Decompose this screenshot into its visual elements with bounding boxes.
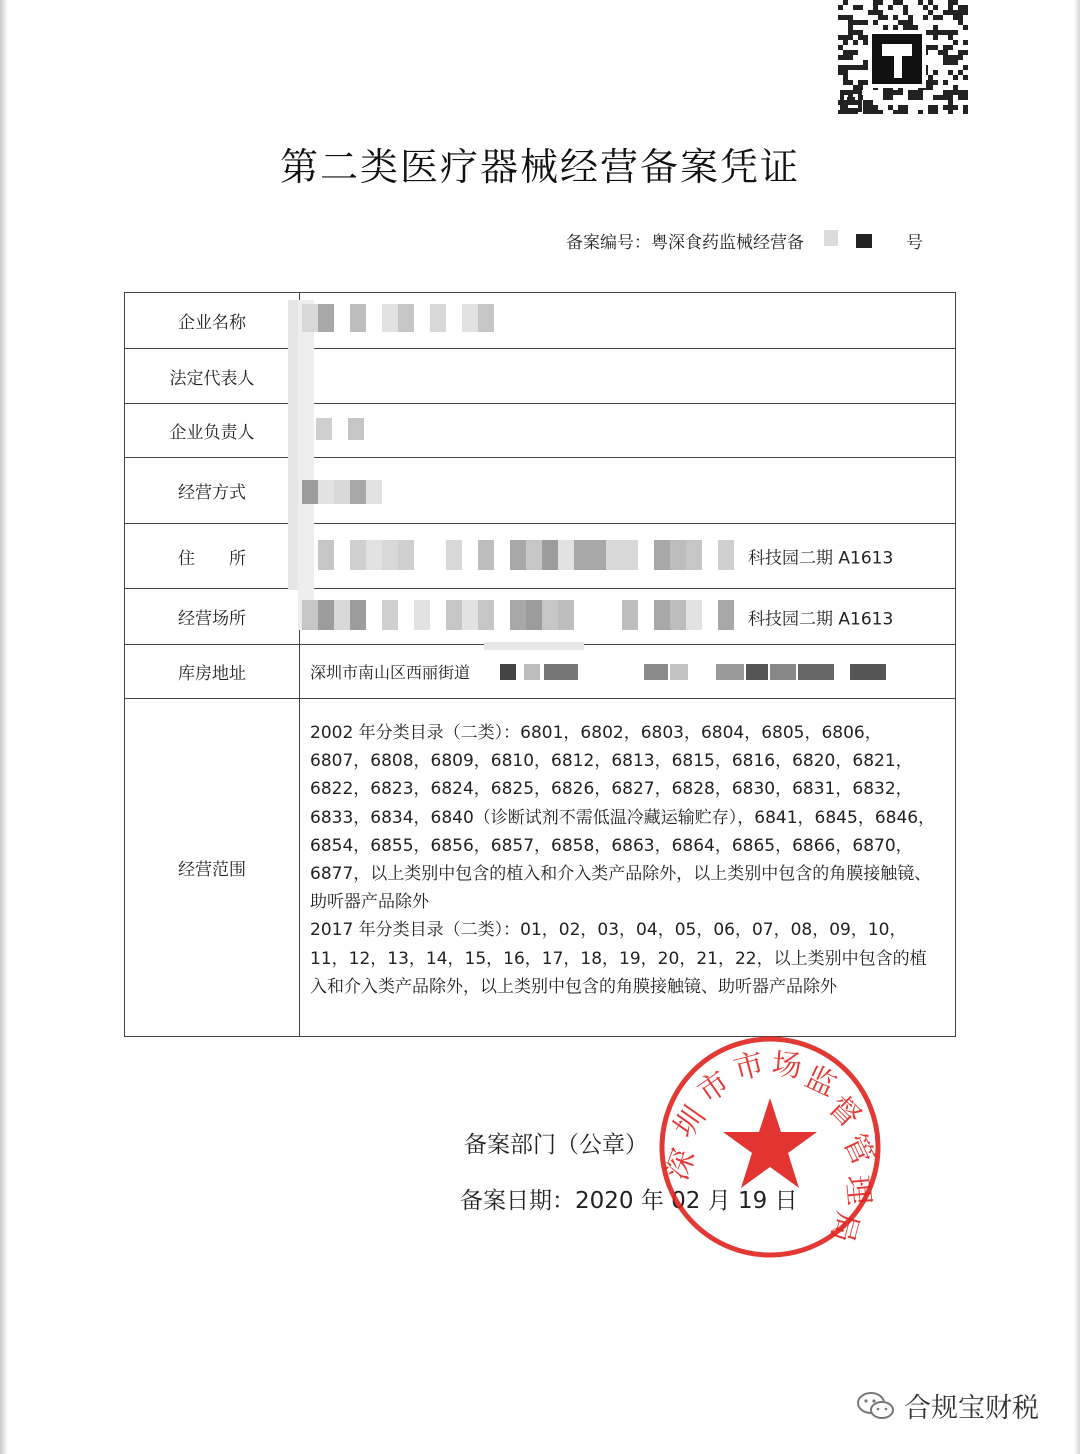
qr-cell: [928, 85, 933, 90]
row-value: [300, 404, 956, 458]
row-value: [300, 589, 956, 645]
row-value: [300, 293, 956, 349]
qr-cell: [848, 25, 853, 30]
qr-cell: [963, 90, 968, 95]
qr-cell: [848, 20, 853, 25]
qr-cell: [928, 75, 933, 80]
qr-cell: [848, 80, 853, 85]
table-row: [125, 349, 956, 404]
qr-cell: [948, 60, 953, 65]
qr-cell: [878, 15, 883, 20]
qr-cell: [903, 25, 908, 30]
qr-cell: [953, 75, 958, 80]
qr-cell: [843, 40, 848, 45]
qr-cell: [843, 65, 848, 70]
watermark-text: 合规宝财税: [904, 1393, 1039, 1424]
qr-cell: [913, 90, 918, 95]
qr-cell: [938, 50, 943, 55]
qr-cell: [873, 20, 878, 25]
qr-cell: [943, 10, 948, 15]
qr-cell: [958, 20, 963, 25]
qr-cell: [933, 15, 938, 20]
qr-cell: [838, 15, 843, 20]
qr-cell: [908, 95, 913, 100]
qr-cell: [838, 35, 843, 40]
qr-cell: [928, 30, 933, 35]
qr-cell: [893, 0, 898, 5]
svg-text:督: 督: [821, 1088, 868, 1135]
qr-cell: [888, 95, 893, 100]
qr-cell: [873, 10, 878, 15]
qr-cell: [908, 25, 913, 30]
qr-cell: [913, 95, 918, 100]
watermark: [856, 1386, 1039, 1425]
qr-cell: [863, 60, 868, 65]
wechat-icon: [856, 1390, 896, 1422]
qr-cell: [873, 105, 878, 110]
filing-date: 备案日期：2020 年 02 月 19 日: [460, 1188, 798, 1214]
qr-cell: [838, 45, 843, 50]
business-scope: [300, 699, 956, 1037]
qr-cell: [843, 0, 848, 5]
qr-cell: [858, 30, 863, 35]
qr-cell: [933, 95, 938, 100]
qr-cell: [883, 95, 888, 100]
qr-cell: [948, 45, 953, 50]
qr-cell: [853, 5, 858, 10]
qr-cell: [938, 30, 943, 35]
qr-cell: [858, 85, 863, 90]
qr-cell: [898, 90, 903, 95]
qr-cell: [848, 55, 853, 60]
svg-text:场: 场: [770, 1047, 804, 1085]
qr-cell: [938, 95, 943, 100]
qr-cell: [948, 105, 953, 110]
qr-cell: [848, 30, 853, 35]
qr-cell: [908, 20, 913, 25]
qr-cell: [953, 10, 958, 15]
qr-cell: [943, 105, 948, 110]
qr-cell: [953, 105, 958, 110]
table-row: [125, 404, 956, 458]
qr-cell: [963, 10, 968, 15]
qr-cell: [953, 15, 958, 20]
qr-cell: [963, 50, 968, 55]
qr-cell: [848, 50, 853, 55]
document-title: 第二类医疗器械经营备案凭证: [279, 145, 800, 189]
qr-cell: [928, 45, 933, 50]
qr-cell: [948, 5, 953, 10]
qr-cell: [898, 105, 903, 110]
qr-cell: [933, 80, 938, 85]
qr-cell: [953, 40, 958, 45]
qr-cell: [963, 110, 968, 114]
qr-cell: [918, 95, 923, 100]
qr-cell: [958, 70, 963, 75]
qr-cell: [903, 10, 908, 15]
svg-text:监: 监: [799, 1059, 842, 1104]
qr-cell: [943, 55, 948, 60]
qr-cell: [863, 65, 868, 70]
qr-cell: [893, 25, 898, 30]
qr-cell: [943, 80, 948, 85]
official-seal-icon: [655, 1032, 885, 1262]
svg-text:深: 深: [659, 1144, 703, 1185]
row-label: 经营范围: [125, 699, 300, 1037]
row-label: 法定代表人: [125, 349, 300, 404]
qr-cell: [943, 30, 948, 35]
table-row: [125, 293, 956, 349]
qr-cell: [958, 95, 963, 100]
qr-code-icon: [838, 0, 968, 114]
qr-cell: [853, 85, 858, 90]
address-tail: 科技园二期 A1613: [748, 548, 894, 569]
qr-cell: [908, 90, 913, 95]
qr-cell: [868, 110, 873, 114]
qr-cell: [963, 65, 968, 70]
svg-text:局: 局: [823, 1207, 866, 1246]
qr-cell: [943, 50, 948, 55]
row-value: [300, 458, 956, 524]
svg-text:市: 市: [691, 1064, 737, 1111]
redaction-block: [824, 230, 838, 246]
qr-cell: [898, 20, 903, 25]
qr-cell: [923, 15, 928, 20]
qr-cell: [908, 15, 913, 20]
qr-cell: [868, 100, 873, 105]
qr-cell: [948, 90, 953, 95]
qr-cell: [913, 25, 918, 30]
qr-cell: [933, 35, 938, 40]
qr-cell: [853, 20, 858, 25]
qr-cell: [953, 90, 958, 95]
qr-cell: [858, 35, 863, 40]
qr-cell: [883, 25, 888, 30]
qr-cell: [963, 25, 968, 30]
qr-cell: [918, 0, 923, 5]
qr-cell: [958, 55, 963, 60]
svg-text:理: 理: [839, 1173, 877, 1207]
qr-cell: [963, 5, 968, 10]
qr-cell: [843, 75, 848, 80]
qr-cell: [858, 65, 863, 70]
qr-cell: [958, 15, 963, 20]
qr-cell: [933, 105, 938, 110]
qr-cell: [948, 95, 953, 100]
qr-cell: [873, 110, 878, 114]
qr-cell: [903, 110, 908, 114]
qr-cell: [933, 110, 938, 114]
qr-cell: [903, 5, 908, 10]
qr-cell: [958, 50, 963, 55]
qr-cell: [868, 10, 873, 15]
qr-cell: [948, 55, 953, 60]
table-row: [125, 589, 956, 645]
premises-tail: 科技园二期 A1613: [748, 609, 894, 629]
qr-cell: [838, 55, 843, 60]
row-label: 企业名称: [125, 293, 300, 349]
qr-cell: [883, 90, 888, 95]
qr-cell: [888, 5, 893, 10]
qr-cell: [953, 85, 958, 90]
qr-cell: [948, 70, 953, 75]
row-label: 企业负责人: [125, 404, 300, 458]
qr-cell: [958, 5, 963, 10]
qr-cell: [943, 60, 948, 65]
svg-text:管: 管: [835, 1128, 881, 1171]
filing-number: [566, 228, 923, 253]
row-label: 住 所: [125, 524, 300, 589]
qr-cell: [843, 55, 848, 60]
qr-cell: [843, 35, 848, 40]
qr-cell: [878, 10, 883, 15]
table-row: [125, 524, 956, 589]
qr-cell: [903, 20, 908, 25]
qr-cell: [933, 30, 938, 35]
row-value: [300, 349, 956, 404]
qr-cell: [863, 20, 868, 25]
qr-cell: [848, 15, 853, 20]
qr-cell: [878, 110, 883, 114]
qr-cell: [858, 80, 863, 85]
qr-cell: [923, 5, 928, 10]
row-value: [300, 524, 956, 589]
qr-cell: [863, 110, 868, 114]
qr-cell: [853, 65, 858, 70]
qr-cell: [963, 95, 968, 100]
qr-cell: [933, 70, 938, 75]
page-shadow-left: [0, 0, 8, 1454]
qr-cell: [848, 65, 853, 70]
qr-cell: [893, 15, 898, 20]
qr-cell: [838, 65, 843, 70]
qr-cell: [898, 0, 903, 5]
qr-cell: [853, 40, 858, 45]
qr-cell: [853, 50, 858, 55]
qr-cell: [843, 80, 848, 85]
qr-cell: [888, 90, 893, 95]
qr-cell: [948, 0, 953, 5]
qr-cell: [843, 15, 848, 20]
qr-cell: [838, 70, 843, 75]
qr-cell: [863, 100, 868, 105]
qr-cell: [933, 45, 938, 50]
qr-cell: [918, 110, 923, 114]
qr-cell: [863, 105, 868, 110]
scope-2017: 2017 年分类目录（二类）：01，02，03，04，05，06，07，08，09，10，11，12，13，14，15，16，17，18，19，20，21，22，以上类别中包含的植入和介入类产品除外，以上类别中包含的角膜接触镜、助听器产品除外: [310, 920, 927, 997]
qr-cell: [848, 35, 853, 40]
qr-cell: [858, 5, 863, 10]
qr-cell: [843, 50, 848, 55]
qr-cell: [953, 55, 958, 60]
svg-text:圳: 圳: [666, 1099, 713, 1145]
qr-cell: [853, 30, 858, 35]
qr-cell: [943, 95, 948, 100]
qr-cell: [863, 40, 868, 45]
row-label: 库房地址: [125, 645, 300, 699]
qr-cell: [883, 15, 888, 20]
qr-cell: [843, 70, 848, 75]
qr-cell: [948, 30, 953, 35]
qr-cell: [958, 90, 963, 95]
table-row: [125, 699, 956, 1037]
qr-cell: [928, 105, 933, 110]
qr-cell: [948, 10, 953, 15]
qr-cell: [943, 90, 948, 95]
qr-cell: [903, 105, 908, 110]
qr-cell: [938, 15, 943, 20]
qr-cell: [888, 105, 893, 110]
qr-cell: [928, 10, 933, 15]
svg-text:市: 市: [730, 1046, 769, 1088]
qr-cell: [863, 80, 868, 85]
qr-cell: [933, 5, 938, 10]
qr-cell: [943, 45, 948, 50]
row-label: 经营方式: [125, 458, 300, 524]
warehouse-address: 深圳市南山区西丽街道: [310, 663, 471, 682]
row-label: 经营场所: [125, 589, 300, 645]
qr-cell: [948, 110, 953, 114]
qr-cell: [868, 105, 873, 110]
qr-cell: [858, 20, 863, 25]
filing-number-label: 备案编号：粤深食药监械经营备: [566, 233, 804, 253]
qr-cell: [928, 0, 933, 5]
redaction-mosaic-warehouse: [484, 640, 894, 690]
page-shadow-right: [1074, 0, 1080, 1454]
qr-cell: [838, 5, 843, 10]
qr-cell: [893, 110, 898, 114]
qr-cell: [878, 0, 883, 5]
qr-cell: [863, 35, 868, 40]
qr-cell: [963, 40, 968, 45]
qr-cell: [953, 30, 958, 35]
qr-cell: [953, 60, 958, 65]
table-row: [125, 458, 956, 524]
qr-cell: [898, 110, 903, 114]
redaction-block: [856, 234, 872, 248]
filing-department: 备案部门（公章）: [464, 1132, 648, 1158]
qr-cell: [873, 5, 878, 10]
qr-cell: [928, 110, 933, 114]
qr-cell: [948, 35, 953, 40]
qr-cell: [953, 0, 958, 5]
filing-number-suffix: 号: [906, 233, 923, 253]
qr-cell: [893, 90, 898, 95]
qr-cell: [963, 105, 968, 110]
qr-cell: [928, 80, 933, 85]
qr-cell: [933, 25, 938, 30]
qr-cell: [918, 90, 923, 95]
qr-cell: [873, 0, 878, 5]
scope-2002: 2002 年分类目录（二类）：6801，6802，6803，6804，6805，6806，6807，6808，6809，6810，6812，6813，6815，6816，6820，6821，6822，6823，6824，6825，6826，6827，6828，6830，6831，6832，6833，6834，6840（诊断试剂不需低温冷藏运输贮存），6841，6845，6846，6854，6855，6856，6857，6858，6863，6864，6865，6866，6870，6877，以上类别中包含的植入和介入类产品除外，以上类别中包含的角膜接触镜、助听器产品除外: [310, 723, 936, 913]
qr-cell: [948, 100, 953, 105]
qr-cell: [963, 75, 968, 80]
qr-cell: [958, 10, 963, 15]
